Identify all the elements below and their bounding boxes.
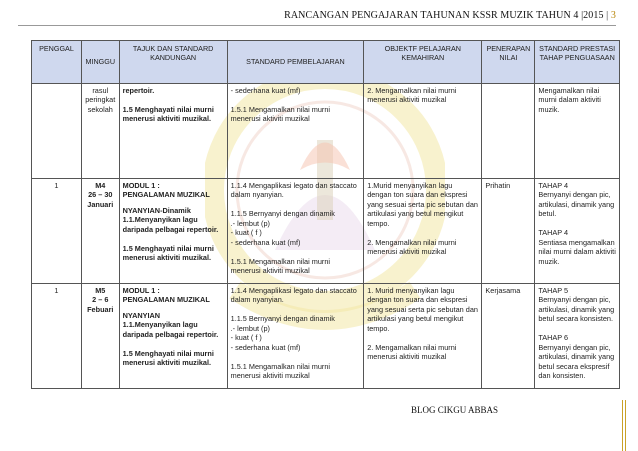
col-header-penggal: PENGGAL xyxy=(32,41,82,84)
cell-standard-pembelajaran: - sederhana kuat (mf) 1.5.1 Mengamalkan nilai murni menerusi aktiviti muzikal xyxy=(227,84,364,179)
cell-objektif: 1. Murid menyanyikan lagu dengan ton suara dan ekspresi yang sesuai serta pic sebutan dan artikulasi yang betul mengikut tempo. 2. Mengamalkan nilai murni menerusi aktiviti muzikal xyxy=(364,284,482,389)
cell-penggal: 1 xyxy=(32,179,82,284)
page-number: 3 xyxy=(610,10,616,21)
cell-penggal xyxy=(32,84,82,179)
cell-objektif: 2. Mengamalkan nilai murni menerusi aktiviti muzikal xyxy=(364,84,482,179)
cell-tajuk: repertoir. 1.5 Menghayati nilai murni menerusi aktiviti muzikal. xyxy=(119,84,227,179)
cell-nilai xyxy=(482,84,535,179)
cell-minggu: rasul peringkat sekolah xyxy=(81,84,119,179)
document-title: RANCANGAN PENGAJARAN TAHUNAN KSSR MUZIK TAHUN 4 |2015 xyxy=(284,10,604,21)
lesson-plan-table xyxy=(31,40,620,389)
cell-standard-prestasi: TAHAP 5 Bernyanyi dengan pic, artikulasi, dinamik yang betul secara konsisten. TAHAP 6 Bernyanyi dengan pic, artikulasi, dinamik yang betul secara ekspresif dan konsisten. xyxy=(535,284,620,389)
cell-objektif: 1.Murid menyanyikan lagu dengan ton suara dan ekspresi yang sesuai serta pic sebutan dan artikulasi yang betul mengikut tempo. 2. Mengamalkan nilai murni menerusi aktiviti muzikal xyxy=(364,179,482,284)
cell-minggu: M5 2 – 6 Febuari xyxy=(81,284,119,389)
col-header-tajuk: TAJUK DAN STANDARD KANDUNGAN xyxy=(119,41,227,84)
col-header-standard-pembelajaran: STANDARD PEMBELAJARAN xyxy=(227,41,364,84)
col-header-nilai: PENERAPAN NILAI xyxy=(482,41,535,84)
cell-nilai: Kerjasama xyxy=(482,284,535,389)
page-edge-marker xyxy=(622,400,626,451)
cell-standard-prestasi: Mengamalkan nilai murni dalam aktiviti muzik. xyxy=(535,84,620,179)
cell-nilai: Prihatin xyxy=(482,179,535,284)
table-header-row xyxy=(32,41,620,84)
cell-standard-prestasi: TAHAP 4 Bernyanyi dengan pic, artikulasi, dinamik yang betul. TAHAP 4 Sentiasa mengamalkan nilai murni dalam aktiviti muzik. xyxy=(535,179,620,284)
cell-standard-pembelajaran: 1.1.4 Mengaplikasi legato dan staccato dalam nyanyian. 1.1.5 Bernyanyi dengan dinamik .- lembut (p) - kuat ( f ) - sederhana kuat (mf) 1.5.1 Mengamalkan nilai murni menerusi aktiviti muzikal xyxy=(227,284,364,389)
table-row xyxy=(32,179,620,284)
tajuk-content: NYANYIAN-Dinamik 1.1.Menyanyikan lagu daripada pelbagai repertoir. 1.5 Menghayati nilai murni menerusi aktiviti muzikal. xyxy=(122,205,219,263)
table-row xyxy=(32,284,620,389)
col-header-minggu: MINGGU xyxy=(81,41,119,84)
header-separator: | xyxy=(603,10,611,21)
tajuk-content: NYANYIAN 1.1.Menyanyikan lagu daripada pelbagai repertoir. 1.5 Menghayati nilai murni menerusi aktiviti muzikal. xyxy=(122,310,219,368)
cell-tajuk xyxy=(119,284,227,389)
table-row xyxy=(32,84,620,179)
col-header-standard-prestasi: STANDARD PRESTASI TAHAP PENGUASAAN xyxy=(535,41,620,84)
cell-standard-pembelajaran: 1.1.4 Mengaplikasi legato dan staccato dalam nyanyian. 1.1.5 Bernyanyi dengan dinamik .- lembut (p) - kuat ( f ) - sederhana kuat (mf) 1.5.1 Mengamalkan nilai murni menerusi aktiviti muzikal xyxy=(227,179,364,284)
cell-penggal: 1 xyxy=(32,284,82,389)
col-header-objektif: OBJEKTF PELAJARAN KEMAHIRAN xyxy=(364,41,482,84)
cell-minggu: M4 26 – 30 Januari xyxy=(81,179,119,284)
modul-title: MODUL 1 : PENGALAMAN MUZIKAL xyxy=(122,181,210,200)
cell-tajuk xyxy=(119,179,227,284)
modul-title: MODUL 1 : PENGALAMAN MUZIKAL xyxy=(122,286,210,305)
blog-footer: BLOG CIKGU ABBAS xyxy=(411,405,499,415)
